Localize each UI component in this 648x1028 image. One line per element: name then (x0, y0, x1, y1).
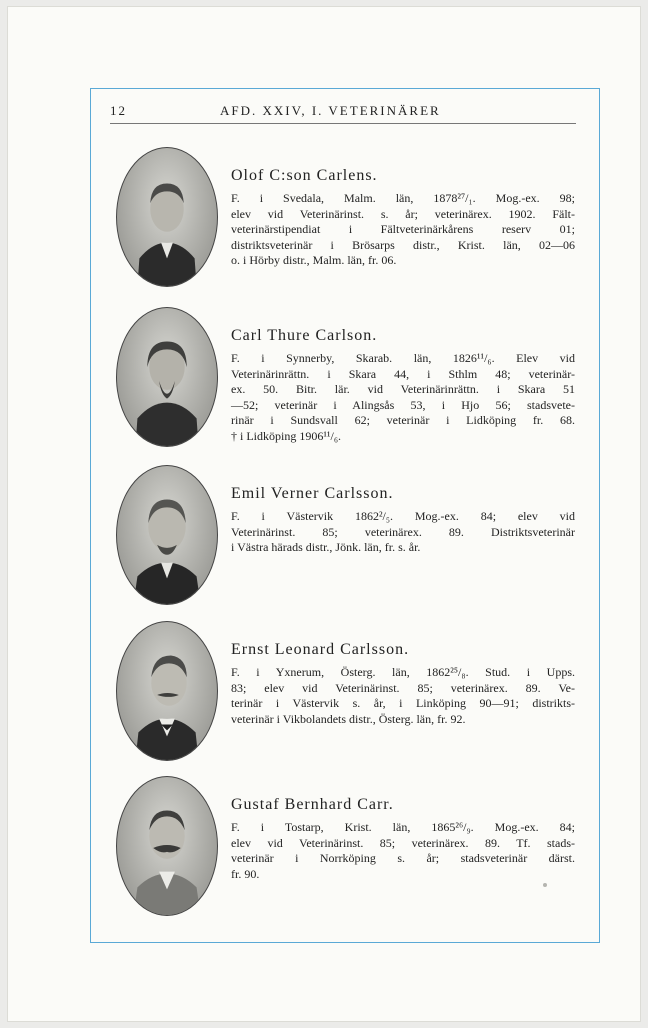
page-number: 12 (110, 103, 127, 118)
entry-name: Emil Verner Carlsson. (231, 485, 394, 502)
entry-name: Gustaf Bernhard Carr. (231, 796, 394, 813)
entry-bio (231, 820, 575, 882)
biography-entry (114, 776, 584, 926)
bio-line: distriktsveterinär i Brösarps distr., Krist. län, 02—06 (231, 237, 575, 252)
entry-bio (231, 509, 575, 556)
portrait-figure-icon (117, 466, 217, 604)
paper-speck (543, 883, 547, 887)
entry-bio (231, 351, 575, 445)
portrait-photo (116, 465, 218, 605)
bio-line: veterinär i Norrköping s. år; stadsveterinär därst. (231, 851, 575, 866)
bio-line: fr. 90. (231, 866, 260, 881)
entry-name: Carl Thure Carlson. (231, 327, 378, 344)
portrait-photo (116, 776, 218, 916)
bio-line: F. i Yxnerum, Österg. län, 1862²⁵/₈. Stud. i Upps. (231, 665, 575, 679)
entry-name: Olof C:son Carlens. (231, 167, 378, 184)
bio-line: Veterinärinst. 85; veterinärex. 89. Distriktsveterinär (231, 524, 575, 539)
bio-line: —52; veterinär i Alingsås 53, i Hjo 56; stadsvete- (231, 397, 575, 412)
bio-line: veterinärstipendiat i Fältveterinärkårens reserv 01; (231, 222, 575, 237)
entry-bio (231, 665, 575, 727)
bio-line: elev vid Veterinärinst. 85; veterinärex. 89. Tf. stads- (231, 835, 575, 850)
running-head: AFD. XXIV, I. VETERINÄRER (220, 103, 441, 118)
portrait-figure-icon (117, 308, 217, 446)
portrait-figure-icon (117, 622, 217, 760)
bio-line: F. i Synnerby, Skarab. län, 1826¹¹/₆. Elev vid (231, 351, 575, 365)
bio-line: terinär i Västervik s. år, i Linköping 90—91; distrikts- (231, 696, 575, 711)
entry-name: Ernst Leonard Carlsson. (231, 641, 410, 658)
portrait-photo (116, 307, 218, 447)
bio-line: elev vid Veterinärinst. s. år; veterinärex. 1902. Fält- (231, 206, 575, 221)
biography-entry (114, 621, 584, 771)
bio-line: rinär i Sundsvall 62; veterinär i Lidköping fr. 68. (231, 413, 575, 428)
portrait-photo (116, 621, 218, 761)
bio-line: o. i Hörby distr., Malm. län, fr. 06. (231, 253, 397, 268)
biography-entry (114, 307, 584, 457)
header-rule (110, 123, 576, 124)
bio-line: F. i Västervik 1862²/₅. Mog.-ex. 84; elev vid (231, 509, 575, 523)
page-header (110, 103, 576, 123)
portrait-photo (116, 147, 218, 287)
bio-line: † i Lidköping 1906¹¹/₆. (231, 428, 342, 443)
bio-line: F. i Tostarp, Krist. län, 1865²⁶/₉. Mog.-ex. 84; (231, 820, 575, 834)
biography-entry (114, 465, 584, 615)
entry-bio (231, 191, 575, 269)
portrait-figure-icon (117, 148, 217, 286)
bio-line: i Västra härads distr., Jönk. län, fr. s. år. (231, 540, 421, 555)
bio-line: 83; elev vid Veterinärinst. 85; veterinärex. 89. Ve- (231, 680, 575, 695)
portrait-figure-icon (117, 777, 217, 915)
bio-line: ex. 50. Bitr. lär. vid Veterinärinrättn. i Skara 51 (231, 382, 575, 397)
bio-line: F. i Svedala, Malm. län, 1878²⁷/₁. Mog.-ex. 98; (231, 191, 575, 205)
biography-entry (114, 147, 584, 297)
bio-line: Veterinärinrättn. i Skara 44, i Sthlm 48; veterinär- (231, 366, 575, 381)
bio-line: veterinär i Vikbolandets distr., Österg. län, fr. 92. (231, 711, 466, 726)
